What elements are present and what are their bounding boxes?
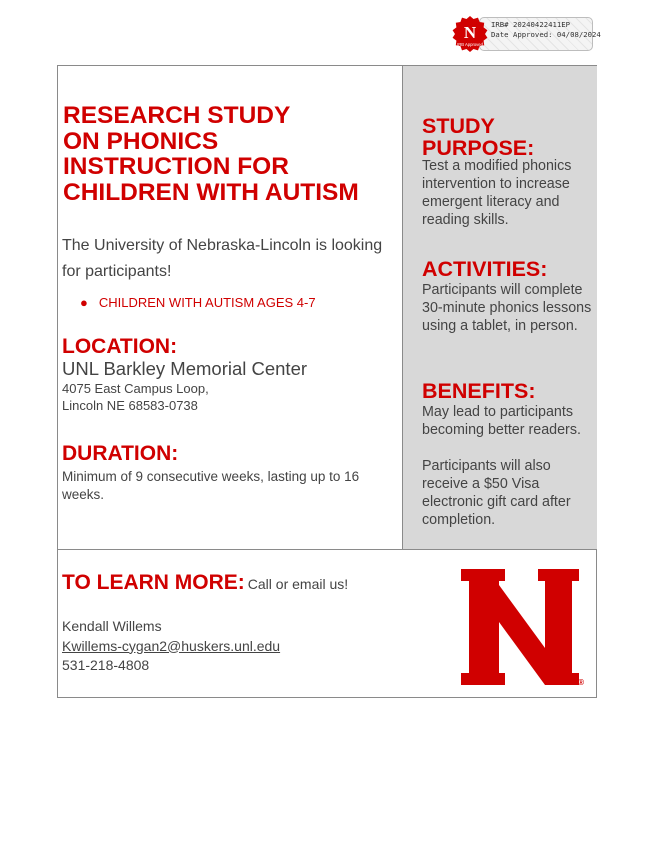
irb-seal-caption: IRB Approved: [457, 42, 483, 47]
learn-more-heading: [62, 571, 348, 595]
irb-approval-stamp: [451, 15, 601, 53]
purpose-heading: [422, 115, 534, 159]
activities-text: Participants will complete 30-minute phonics lessons using a tablet, in person.: [422, 282, 592, 334]
info-sidebar: [402, 66, 597, 549]
flyer-frame: [57, 65, 597, 698]
duration-heading: DURATION:: [62, 442, 179, 465]
contact-email-link[interactable]: Kwillems-cygan2@huskers.unl.edu: [62, 637, 281, 654]
title-line: ON PHONICS: [63, 127, 219, 155]
title-line: RESEARCH STUDY: [63, 102, 291, 129]
address-line-2: Lincoln NE 68583-0738: [62, 398, 198, 413]
registered-mark: ®: [578, 678, 584, 685]
bullet-dot-icon: ●: [80, 295, 88, 310]
irb-number: IRB# 20240422411EP: [491, 20, 571, 29]
irb-date-approved: Date Approved: 04/08/2024: [491, 30, 601, 39]
irb-seal-letter: N: [463, 23, 477, 42]
title-line: CHILDREN WITH AUTISM: [63, 178, 359, 206]
purpose-heading-line-1: STUDY: [422, 114, 495, 138]
irb-stamp-text: [491, 20, 601, 40]
intro-text: The University of Nebraska-Lincoln is looking for participants!: [62, 237, 383, 280]
irb-seal-icon: [451, 15, 489, 53]
flyer-title: [63, 103, 359, 205]
purpose-text: Test a modified phonics intervention to increase emergent literacy and reading skills.: [422, 158, 572, 228]
nebraska-n-logo: [461, 569, 587, 685]
learn-more-subtext: Call or email us!: [247, 576, 349, 592]
title-line: INSTRUCTION FOR: [63, 153, 289, 180]
contact-details: [62, 617, 280, 676]
duration-text: Minimum of 9 consecutive weeks, lasting up to 16 weeks.: [62, 469, 360, 502]
eligibility-text: CHILDREN WITH AUTISM AGES 4-7: [98, 295, 316, 310]
contact-name: Kendall Willems: [62, 618, 162, 634]
contact-section: [58, 549, 596, 698]
learn-more-title: TO LEARN MORE:: [62, 571, 245, 594]
location-heading: LOCATION:: [62, 335, 178, 358]
contact-phone: 531-218-4808: [62, 657, 150, 673]
benefits-text: May lead to participants becoming better readers.: [422, 404, 581, 438]
main-column: [58, 66, 402, 549]
location-address: [62, 380, 209, 414]
eligibility-bullet: [80, 295, 316, 311]
benefits-gift-card-text: Participants will also receive a $50 Visa electronic gift card after completion.: [422, 458, 571, 528]
purpose-heading-line-2: PURPOSE:: [422, 136, 535, 160]
benefits-heading: BENEFITS:: [422, 379, 536, 403]
activities-heading: ACTIVITIES:: [422, 257, 548, 281]
location-name: UNL Barkley Memorial Center: [62, 358, 308, 379]
address-line-1: 4075 East Campus Loop,: [62, 381, 209, 396]
